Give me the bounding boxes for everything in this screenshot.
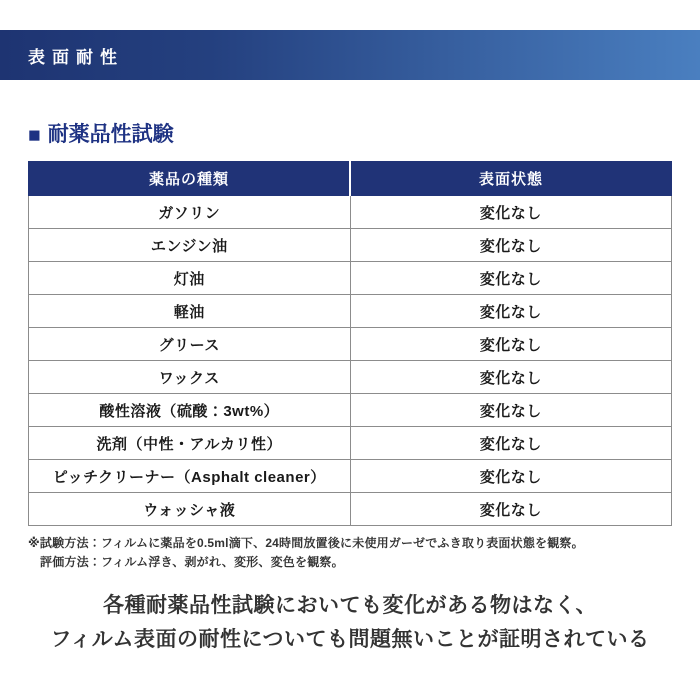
conclusion-line-1: 各種耐薬品性試験においても変化がある物はなく、 xyxy=(102,594,598,618)
table-row xyxy=(29,427,672,460)
table-row xyxy=(29,328,672,361)
chemical-table-body xyxy=(29,196,672,526)
chemical-name-cell: ワックス xyxy=(29,361,351,394)
conclusion xyxy=(28,589,672,657)
chemical-name-cell: ガソリン xyxy=(29,196,351,229)
chemical-name-cell: ピッチクリーナー（Asphalt cleaner） xyxy=(29,460,351,493)
square-bullet-icon: ■ xyxy=(28,123,41,147)
surface-state-cell: 変化なし xyxy=(350,295,672,328)
chemical-name-cell: ウォッシャ液 xyxy=(29,493,351,526)
banner-title: 表面耐性 xyxy=(28,47,124,67)
chemical-name-cell: 酸性溶液（硫酸：3wt%） xyxy=(29,394,351,427)
surface-state-cell: 変化なし xyxy=(350,394,672,427)
surface-state-cell: 変化なし xyxy=(350,229,672,262)
chemical-name-cell: グリース xyxy=(29,328,351,361)
conclusion-line-2: フィルム表面の耐性についても問題無いことが証明されている xyxy=(50,628,650,652)
table-row xyxy=(29,460,672,493)
surface-state-cell: 変化なし xyxy=(350,196,672,229)
column-header-surface-state: 表面状態 xyxy=(350,162,672,196)
section-heading-text: 耐薬品性試験 xyxy=(47,123,174,146)
table-row xyxy=(29,361,672,394)
section-heading xyxy=(28,122,672,148)
surface-state-cell: 変化なし xyxy=(350,493,672,526)
chemical-name-cell: 洗剤（中性・アルカリ性） xyxy=(29,427,351,460)
table-row xyxy=(29,262,672,295)
surface-state-cell: 変化なし xyxy=(350,427,672,460)
table-row xyxy=(29,394,672,427)
column-header-chemical-type: 薬品の種類 xyxy=(29,162,351,196)
footnotes xyxy=(28,534,672,571)
surface-state-cell: 変化なし xyxy=(350,328,672,361)
table-header-row xyxy=(29,162,672,196)
table-row xyxy=(29,196,672,229)
chemical-name-cell: エンジン油 xyxy=(29,229,351,262)
footnote-evaluation-method: 評価方法：フィルム浮き、剥がれ、変形、変色を観察。 xyxy=(40,554,344,569)
chemical-name-cell: 灯油 xyxy=(29,262,351,295)
surface-state-cell: 変化なし xyxy=(350,262,672,295)
table-row xyxy=(29,295,672,328)
footnote-test-method: ※試験方法：フィルムに薬品を0.5ml滴下、24時間放置後に未使用ガーゼでふき取り表面状態を観察。 xyxy=(28,536,584,551)
chemical-name-cell: 軽油 xyxy=(29,295,351,328)
banner xyxy=(0,30,700,80)
table-row xyxy=(29,229,672,262)
table-head xyxy=(29,162,672,196)
surface-state-cell: 変化なし xyxy=(350,361,672,394)
chemical-resistance-table xyxy=(28,161,672,526)
surface-state-cell: 変化なし xyxy=(350,460,672,493)
content xyxy=(28,80,672,657)
table-row xyxy=(29,493,672,526)
